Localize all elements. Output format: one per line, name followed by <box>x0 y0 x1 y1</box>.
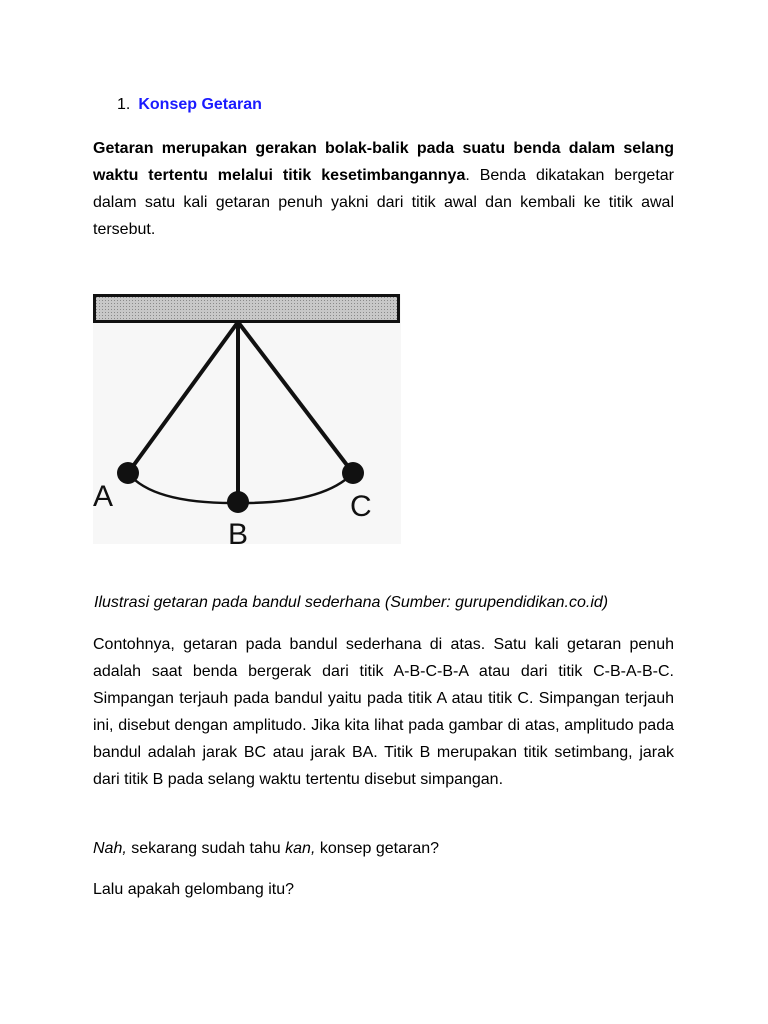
example-paragraph: Contohnya, getaran pada bandul sederhana di atas. Satu kali getaran penuh adalah saat benda bergerak dari titik A-B-C-B-A atau dari titik C-B-A-B-C. Simpangan terjauh pada bandul yaitu pada titik A atau titik C. Simpangan terjauh ini, disebut dengan amplitudo. Jika kita lihat pada gambar di atas, amplitudo pada bandul adalah jarak BC atau jarak BA. Titik B merupakan titik setimbang, jarak dari titik B pada selang waktu tertentu disebut simpangan. <box>93 636 674 788</box>
closing-paragraph <box>93 835 674 862</box>
label-b: B <box>228 518 249 544</box>
bob-c <box>342 462 364 484</box>
label-a: A <box>93 480 114 513</box>
figure-caption: Ilustrasi getaran pada bandul sederhana (Sumber: gurupendidikan.co.id) <box>94 594 609 611</box>
closing-end: konsep getaran? <box>315 840 440 857</box>
bob-a <box>117 462 139 484</box>
heading-title: Konsep Getaran <box>138 96 262 113</box>
closing-middle: sekarang sudah tahu <box>126 840 286 857</box>
closing-kan: kan, <box>285 840 316 857</box>
intro-bold-text: Getaran merupakan gerakan bolak-balik pada suatu benda dalam selang waktu tertentu melalui titik kesetimbangannya <box>93 140 674 184</box>
question-paragraph: Lalu apakah gelombang itu? <box>93 881 295 898</box>
pendulum-figure <box>93 294 401 544</box>
closing-nah: Nah, <box>93 840 127 857</box>
ceiling-support <box>95 296 399 322</box>
bob-b <box>227 491 249 513</box>
section-heading <box>117 95 262 115</box>
list-number: 1. <box>117 96 131 113</box>
intro-rest-text: . Benda dikatakan bergetar dalam satu kali getaran penuh yakni dari titik awal dan kembali ke titik awal tersebut. <box>93 167 674 238</box>
label-c: C <box>350 490 372 523</box>
intro-paragraph <box>93 135 674 243</box>
